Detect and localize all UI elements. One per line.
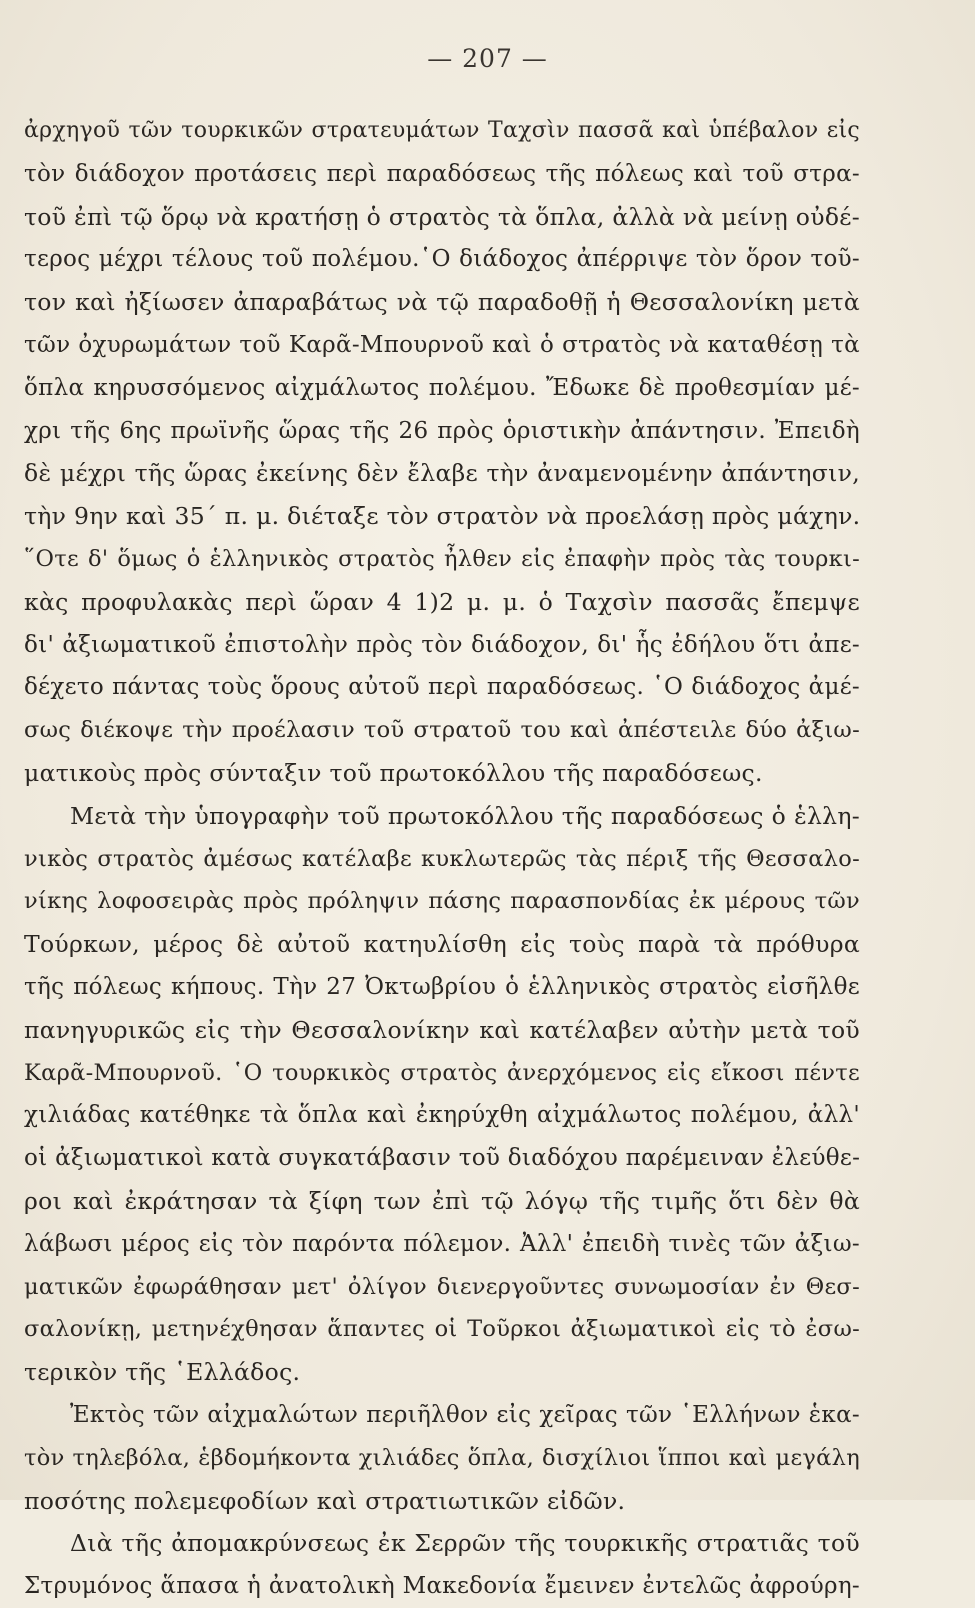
text-line: τερικὸν τῆς ῾Ελλάδος. xyxy=(24,1358,301,1387)
text-line: Διὰ τῆς ἀπομακρύνσεως ἐκ Σερρῶν τῆς τουρκικῆς στρατιᾶς τοῦ xyxy=(70,1529,860,1558)
text-line: Μετὰ τὴν ὑπογραφὴν τοῦ πρωτοκόλλου τῆς παραδόσεως ὁ ἑλλη- xyxy=(70,801,860,830)
text-line: λάβωσι μέρος εἰς τὸν παρόντα πόλεμον. Ἀλλ' ἐπειδὴ τινὲς τῶν ἀξιω- xyxy=(24,1230,860,1257)
text-line: νίκης λοφοσειρὰς πρὸς πρόληψιν πάσης παρασπονδίας ἐκ μέρους τῶν xyxy=(24,888,860,915)
text-line: ποσότης πολεμεφοδίων καὶ στρατιωτικῶν εἰδῶν. xyxy=(24,1486,626,1515)
text-line: τὴν 9ην καὶ 35΄ π. μ. διέταξε τὸν στρατὸν νὰ προελάσῃ πρὸς μάχην. xyxy=(24,502,860,531)
text-line: τῶν ὀχυρωμάτων τοῦ Καρᾶ-Μπουρνοῦ καὶ ὁ στρατὸς νὰ καταθέσῃ τὰ xyxy=(24,331,860,358)
text-line: ὅπλα κηρυσσόμενος αἰχμάλωτος πολέμου. Ἔδωκε δὲ προθεσμίαν μέ- xyxy=(24,374,860,401)
text-line: Ἐκτὸς τῶν αἰχμαλώτων περιῆλθον εἰς χεῖρας τῶν ῾Ελλήνων ἑκα- xyxy=(70,1401,860,1428)
text-line: Τούρκων, μέρος δὲ αὐτοῦ κατηυλίσθη εἰς τοὺς παρὰ τὰ πρόθυρα xyxy=(24,930,860,959)
text-line: ροι καὶ ἐκράτησαν τὰ ξίφη των ἐπὶ τῷ λόγῳ τῆς τιμῆς ὅτι δὲν θὰ xyxy=(24,1186,860,1215)
text-line: ἀρχηγοῦ τῶν τουρκικῶν στρατευμάτων Ταχσὶν πασσᾶ καὶ ὑπέβαλον εἰς xyxy=(24,118,860,143)
text-line: πανηγυρικῶς εἰς τὴν Θεσσαλονίκην καὶ κατέλαβεν αὐτὴν μετὰ τοῦ xyxy=(24,1015,860,1044)
text-line: δι' ἀξιωματικοῦ ἐπιστολὴν πρὸς τὸν διάδοχον, δι' ἧς ἐδήλου ὅτι ἀπε- xyxy=(24,631,860,658)
text-line: σαλονίκῃ, μετηνέχθησαν ἅπαντες οἱ Τοῦρκοι ἀξιωματικοὶ εἰς τὸ ἐσω- xyxy=(24,1316,860,1343)
text-line: χρι τῆς 6ης πρωϊνῆς ὥρας τῆς 26 πρὸς ὁριστικὴν ἀπάντησιν. Ἐπειδὴ xyxy=(24,417,860,444)
text-line: Στρυμόνος ἅπασα ἡ ἀνατολικὴ Μακεδονία ἔμεινεν ἐντελῶς ἀφρούρη- xyxy=(24,1573,860,1600)
text-line: ματικοὺς πρὸς σύνταξιν τοῦ πρωτοκόλλου τῆς παραδόσεως. xyxy=(24,758,763,787)
page-number: — 207 — xyxy=(427,44,548,73)
text-line: ῞Οτε δ' ὅμως ὁ ἑλληνικὸς στρατὸς ἦλθεν εἰς ἐπαφὴν πρὸς τὰς τουρκι- xyxy=(24,545,860,572)
text-line: δέχετο πάντας τοὺς ὅρους αὐτοῦ περὶ παραδόσεως. ῾Ο διάδοχος ἀμέ- xyxy=(24,674,860,701)
text-line: τὸν τηλεβόλα, ἑβδομήκοντα χιλιάδες ὅπλα, δισχίλιοι ἵπποι καὶ μεγάλη xyxy=(24,1444,860,1471)
text-line: τον καὶ ἠξίωσεν ἀπαραβάτως νὰ τῷ παραδοθῇ ἡ Θεσσαλονίκη μετὰ xyxy=(24,288,860,317)
text-line: χιλιάδας κατέθηκε τὰ ὅπλα καὶ ἐκηρύχθη αἰχμάλωτος πολέμου, ἀλλ' xyxy=(24,1102,860,1129)
body-text xyxy=(24,110,860,1608)
text-line: τερος μέχρι τέλους τοῦ πολέμου.῾Ο διάδοχος ἀπέρριψε τὸν ὅρον τοῦ- xyxy=(24,246,860,273)
text-line: τὸν διάδοχον προτάσεις περὶ παραδόσεως τῆς πόλεως καὶ τοῦ στρα- xyxy=(24,160,860,187)
text-line: κὰς προφυλακὰς περὶ ὥραν 4 1)2 μ. μ. ὁ Ταχσὶν πασσᾶς ἔπεμψε xyxy=(24,587,860,616)
text-line: δὲ μέχρι τῆς ὥρας ἐκείνης δὲν ἔλαβε τὴν ἀναμενομένην ἀπάντησιν, xyxy=(24,459,860,488)
text-line: τοῦ ἐπὶ τῷ ὅρῳ νὰ κρατήσῃ ὁ στρατὸς τὰ ὅπλα, ἀλλὰ νὰ μείνῃ οὐδέ- xyxy=(24,202,860,231)
text-line: νικὸς στρατὸς ἀμέσως κατέλαβε κυκλωτερῶς τὰς πέριξ τῆς Θεσσαλο- xyxy=(24,845,860,872)
text-line: ματικῶν ἐφωράθησαν μετ' ὀλίγον διενεργοῦντες συνωμοσίαν ἐν Θεσ- xyxy=(24,1273,860,1300)
text-line: οἱ ἀξιωματικοὶ κατὰ συγκατάβασιν τοῦ διαδόχου παρέμειναν ἐλεύθε- xyxy=(24,1145,860,1172)
text-line: Καρᾶ-Μπουρνοῦ. ῾Ο τουρκικὸς στρατὸς ἀνερχόμενος εἰς εἴκοσι πέντε xyxy=(24,1059,860,1086)
text-line: τῆς πόλεως κήπους. Τὴν 27 Ὀκτωβρίου ὁ ἑλληνικὸς στρατὸς εἰσῆλθε xyxy=(24,973,860,1000)
text-line: σως διέκοψε τὴν προέλασιν τοῦ στρατοῦ του καὶ ἀπέστειλε δύο ἀξιω- xyxy=(24,717,860,744)
